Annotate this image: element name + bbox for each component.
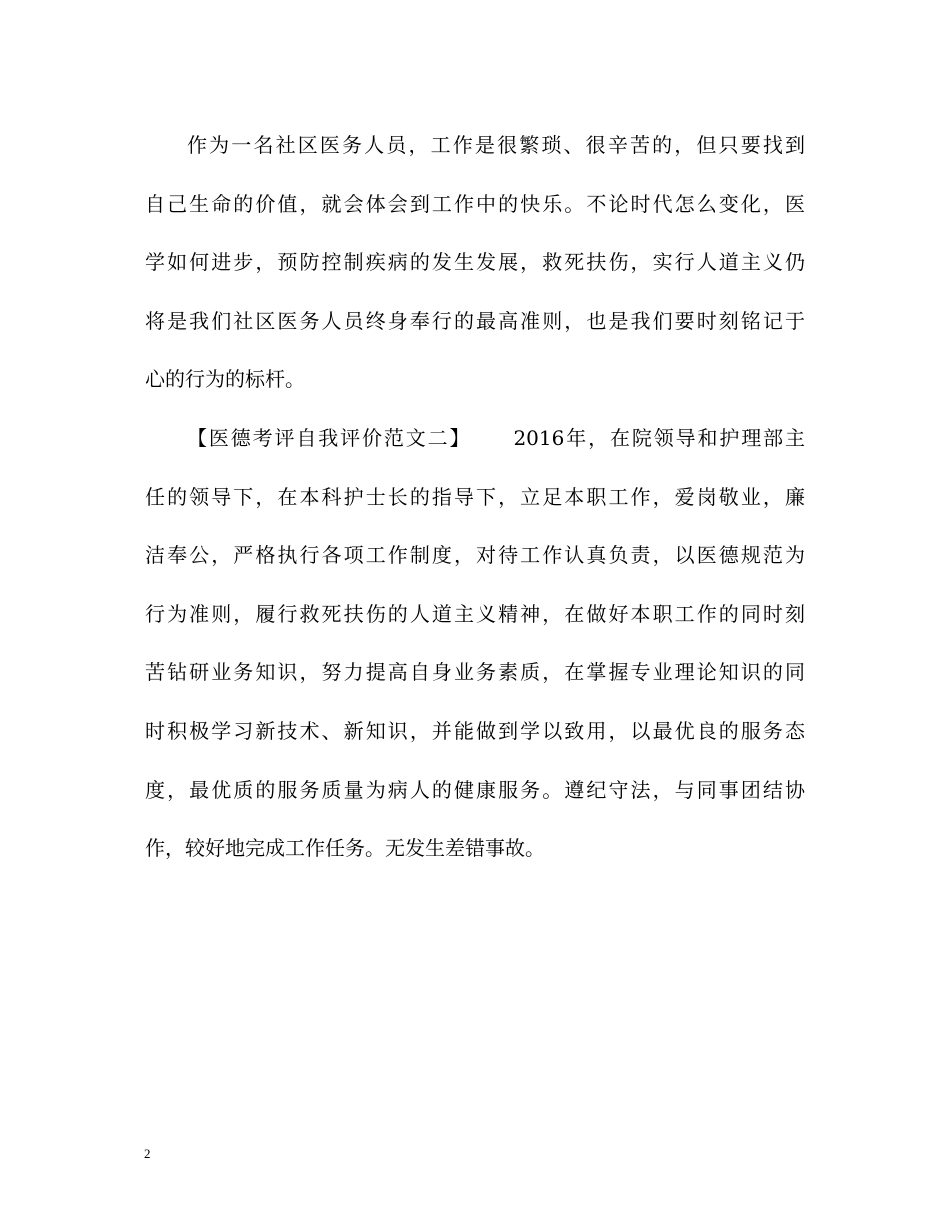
text-line-with-heading — [145, 414, 805, 473]
text-line: 洁奉公，严格执行各项工作制度，对待工作认真负责，以医德规范为 — [145, 543, 805, 568]
text-line: 作，较好地完成工作任务。无发生差错事故。 — [145, 836, 545, 861]
text-line: 时积极学习新技术、新知识，并能做到学以致用，以最优良的服务态 — [145, 718, 805, 743]
body-text — [145, 121, 805, 883]
paragraph-2 — [145, 414, 805, 883]
text-line: 将是我们社区医务人员终身奉行的最高准则，也是我们要时刻铭记于 — [145, 308, 805, 333]
text-line: 自己生命的价值，就会体会到工作中的快乐。不论时代怎么变化，医 — [145, 191, 805, 216]
text-line-rest: 2016年，在院领导和护理部主 — [513, 425, 806, 450]
text-line: 苦钻研业务知识，努力提高自身业务素质，在掌握专业理论知识的同 — [145, 660, 805, 685]
text-line: 任的领导下，在本科护士长的指导下，立足本职工作，爱岗敬业，廉 — [145, 484, 805, 509]
text-line: 心的行为的标杆。 — [145, 367, 305, 392]
section-heading: 【医德考评自我评价范文二】 — [187, 425, 472, 450]
text-line: 学如何进步，预防控制疾病的发生发展，救死扶伤，实行人道主义仍 — [145, 250, 805, 275]
text-line: 作为一名社区医务人员，工作是很繁琐、很辛苦的，但只要找到 — [187, 133, 805, 157]
text-line: 行为准则，履行救死扶伤的人道主义精神，在做好本职工作的同时刻 — [145, 601, 805, 626]
text-line: 度，最优质的服务质量为病人的健康服务。遵纪守法，与同事团结协 — [145, 777, 805, 802]
paragraph-1 — [145, 121, 805, 414]
page-number: 2 — [144, 1146, 151, 1161]
